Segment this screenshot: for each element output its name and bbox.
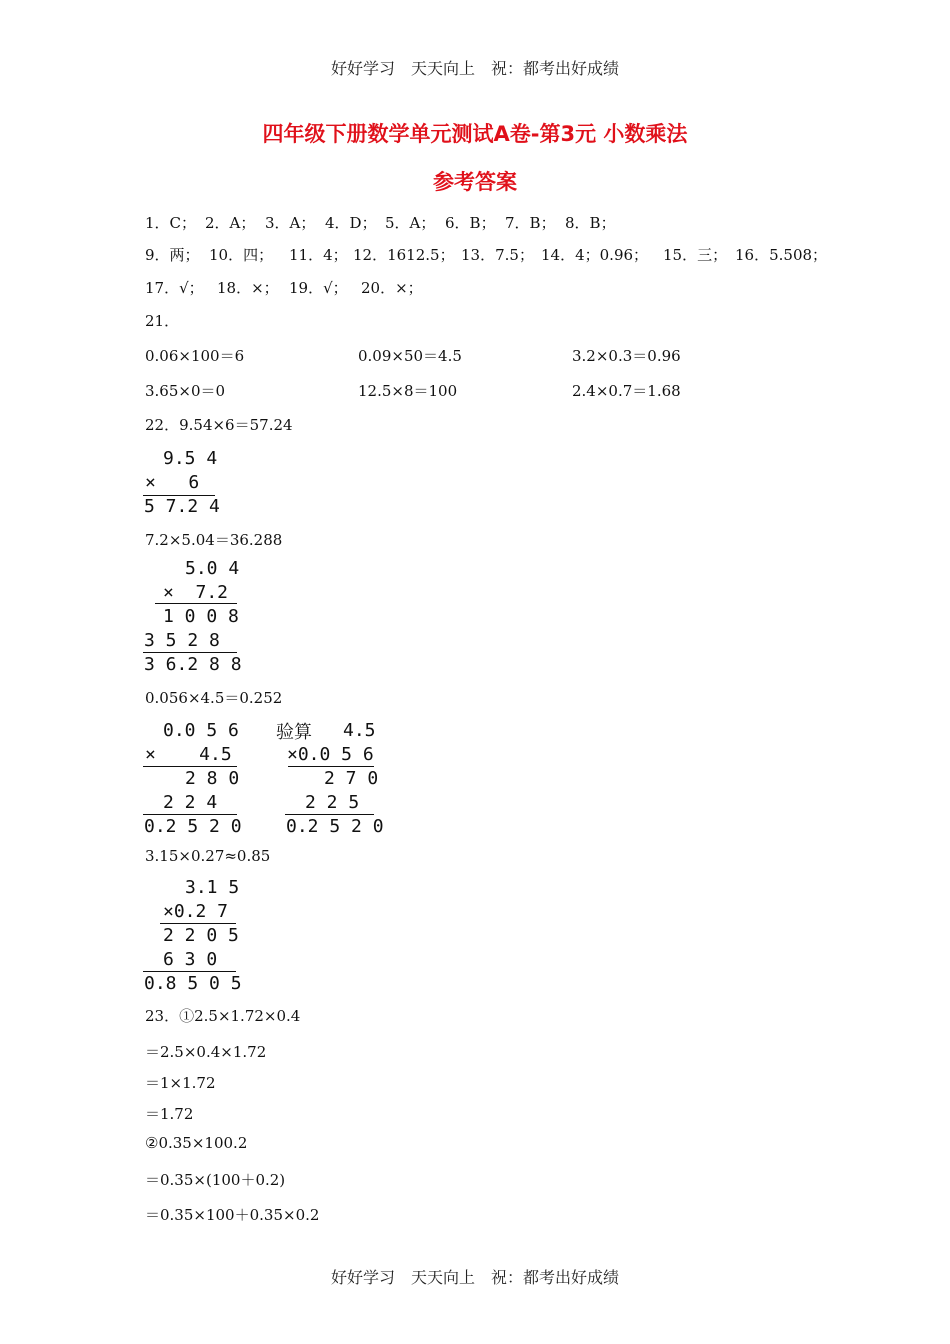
calc-row: 2 2 5 xyxy=(305,792,360,813)
equation-step: ＝0.35×100＋0.35×0.2 xyxy=(145,1206,320,1224)
equation: 2.4×0.7＝1.68 xyxy=(572,382,681,400)
answer: 9．两； xyxy=(145,246,200,264)
answer: 13．7.5； xyxy=(461,246,534,264)
answer: 15．三； xyxy=(663,246,728,264)
calc-row: × 4.5 xyxy=(145,744,232,765)
page-header: 好好学习 天天向上 祝：都考出好成绩 xyxy=(330,59,619,78)
calc-row: ×0.2 7 xyxy=(163,901,229,922)
answer: 19．√； xyxy=(289,279,348,297)
calc-row: 3.1 5 xyxy=(185,877,240,898)
answer: 7．B； xyxy=(505,214,556,232)
answers-row-3 xyxy=(145,277,433,298)
answer: 10．四； xyxy=(209,246,274,264)
calc-row: 2 7 0 xyxy=(324,768,379,789)
calc-row: 4.5 xyxy=(343,720,376,741)
q23-part-2: ②0.35×100.2 xyxy=(145,1134,248,1152)
calc-line xyxy=(285,814,374,815)
calc-line xyxy=(160,923,236,924)
calc-line xyxy=(155,603,237,604)
equation: ①2.5×1.72×0.4 xyxy=(179,1007,301,1025)
answer: 1．C； xyxy=(145,214,197,232)
calc-line xyxy=(143,652,237,653)
equation-step: ＝1.72 xyxy=(145,1105,194,1123)
equation: 0.06×100＝6 xyxy=(145,347,245,365)
calc-row: 2 2 4 xyxy=(163,792,218,813)
equation: 12.5×8＝100 xyxy=(358,382,458,400)
answers-row-2 xyxy=(145,244,828,265)
calc-row: 3 6.2 8 8 xyxy=(144,654,242,675)
equation: 0.056×4.5＝0.252 xyxy=(145,689,283,707)
calc-line xyxy=(143,766,237,767)
calc-row: 0.8 5 0 5 xyxy=(144,973,242,994)
page-title: 四年级下册数学单元测试A卷-第3元 小数乘法 xyxy=(262,122,688,146)
q22-label xyxy=(145,414,293,435)
calc-row: 1 0 0 8 xyxy=(163,606,239,627)
equation-step: ＝2.5×0.4×1.72 xyxy=(145,1043,267,1061)
answer: 8．B； xyxy=(565,214,616,232)
check-label: 验算 xyxy=(276,722,312,743)
equation-step: ＝1×1.72 xyxy=(145,1074,216,1092)
calc-line xyxy=(288,766,374,767)
page-subtitle: 参考答案 xyxy=(433,170,517,194)
equation: 3.2×0.3＝0.96 xyxy=(572,347,681,365)
calc-row: ×0.0 5 6 xyxy=(287,744,374,765)
answer: 4．D； xyxy=(325,214,377,232)
calc-row: 2 2 0 5 xyxy=(163,925,239,946)
calc-row: 0.2 5 2 0 xyxy=(286,816,384,837)
calc-row: × 6 xyxy=(145,472,200,493)
answer: 2．A； xyxy=(205,214,256,232)
answer: 20．×； xyxy=(361,279,423,297)
calc-row: 6 3 0 xyxy=(163,949,218,970)
answer: 6．B； xyxy=(445,214,496,232)
q23-part-1 xyxy=(145,1005,300,1026)
equation: 3.15×0.27≈0.85 xyxy=(145,847,271,865)
calc-row: × 7.2 xyxy=(163,582,229,603)
answers-row-1 xyxy=(145,212,625,233)
answer: 11．4； xyxy=(289,246,348,264)
calc-row: 5 7.2 4 xyxy=(144,496,220,517)
answer: 16．5.508； xyxy=(735,246,828,264)
answer: 12．1612.5； xyxy=(353,246,455,264)
equation: 3.65×0＝0 xyxy=(145,382,226,400)
answer: 3．A； xyxy=(265,214,316,232)
q23-number: 23． xyxy=(145,1007,180,1025)
page-footer: 好好学习 天天向上 祝：都考出好成绩 xyxy=(330,1268,619,1287)
calc-row: 9.5 4 xyxy=(163,448,218,469)
answer: 17．√； xyxy=(145,279,204,297)
calc-row: 2 8 0 xyxy=(185,768,240,789)
answer: 18．×； xyxy=(217,279,279,297)
equation: 7.2×5.04＝36.288 xyxy=(145,531,283,549)
equation: 9.54×6＝57.24 xyxy=(179,416,293,434)
calc-line xyxy=(143,971,236,972)
q22-number: 22． xyxy=(145,416,180,434)
calc-row: 0.0 5 6 xyxy=(163,720,239,741)
calc-row: 3 5 2 8 xyxy=(144,630,220,651)
answer: 5．A； xyxy=(385,214,436,232)
calc-line xyxy=(143,814,237,815)
answer: 14．4；0.96； xyxy=(541,246,649,264)
equation: 0.09×50＝4.5 xyxy=(358,347,462,365)
equation-step: ＝0.35×(100＋0.2) xyxy=(145,1171,286,1189)
calc-row: 0.2 5 2 0 xyxy=(144,816,242,837)
q21-label: 21． xyxy=(145,312,180,330)
calc-row: 5.0 4 xyxy=(185,558,240,579)
